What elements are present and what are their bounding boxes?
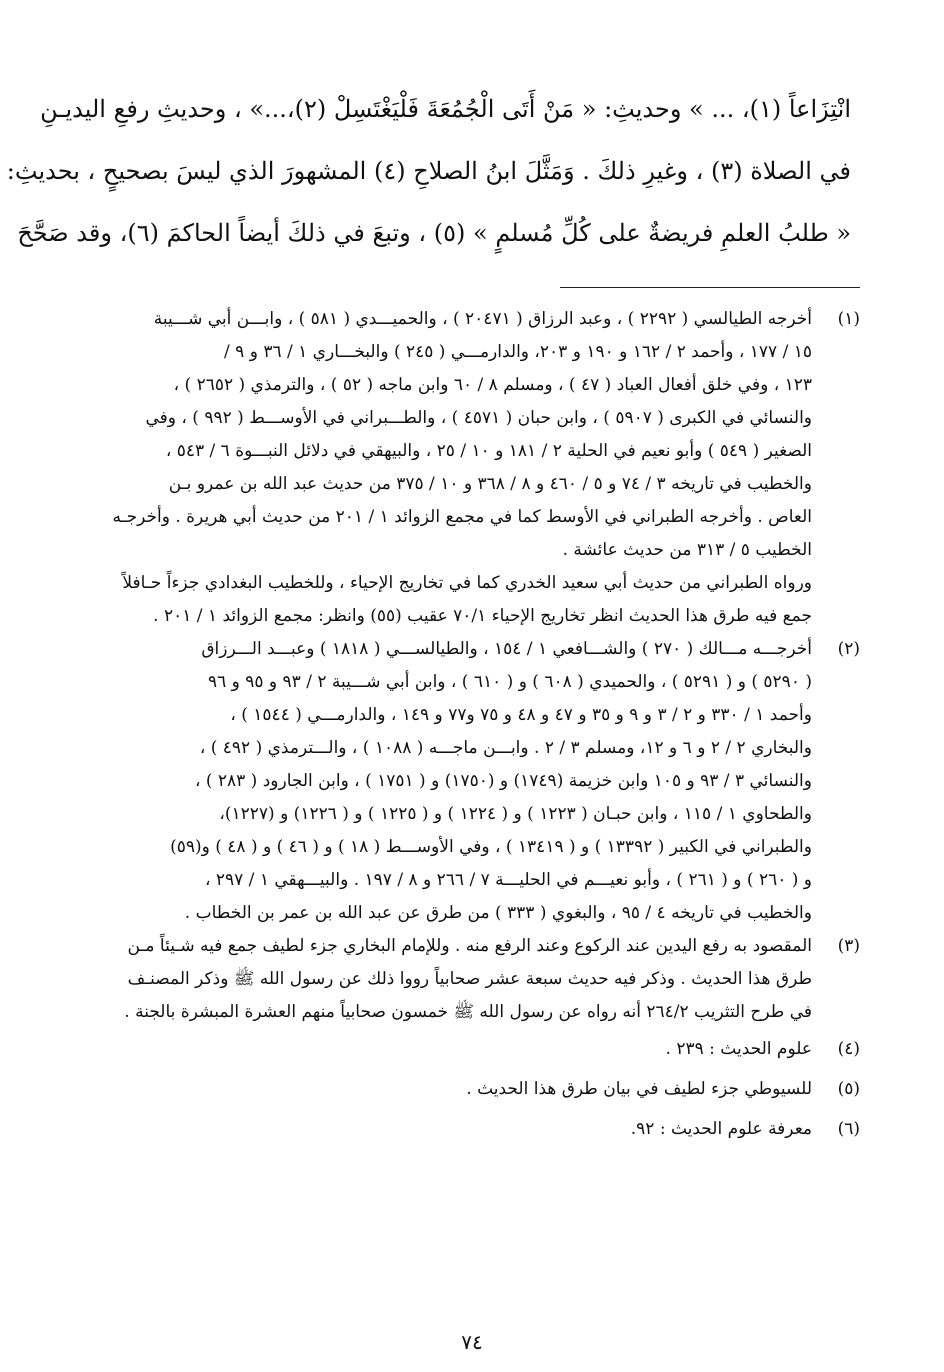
main-text-line: « طلبُ العلمِ فريضةٌ على كُلِّ مُسلمٍ » (٥) ، وتبعَ في ذلكَ أيضاً الحاكمَ (٦)، وقد صَحَّحَ bbox=[17, 219, 851, 247]
footnote-line: ( ٥٢٩٠ ) و ( ٥٢٩١ ) ، والحميدي ( ٦٠٨ ) و ( ٦١٠ ) ، وابن أبي شـــيبة ٢ / ٩٣ و ٩٥ و ٩٦ bbox=[207, 672, 812, 692]
footnote-line: جمع فيه طرق هذا الحديث انظر تخاريج الإحياء ٧٠/١ عقيب (٥٥) وانظر: مجمع الزوائد ١ / ٢٠١ . bbox=[153, 606, 812, 626]
footnote-number: (١) bbox=[837, 309, 860, 329]
footnote-body bbox=[90, 1029, 812, 1069]
footnote-line: والخطيب في تاريخه ٣ / ٧٤ و ٥ / ٤٦٠ و ٨ / ٣٦٨ و ١٠ / ٣٧٥ من حديث عبد الله بن عمرو بـن bbox=[168, 474, 812, 494]
footnotes bbox=[90, 303, 860, 1149]
footnote-5 bbox=[90, 1069, 860, 1109]
footnote-body bbox=[90, 303, 812, 567]
footnote-line: العاص . وأخرجه الطبراني في الأوسط كما في مجمع الزوائد ١ / ٢٠١ من حديث أبي هريرة . وأخرجـه bbox=[112, 507, 812, 527]
footnote-line: الخطيب ٥ / ٣١٣ من حديث عائشة . bbox=[562, 540, 812, 560]
footnote-line: ١٢٣ ، وفي خلق أفعال العباد ( ٤٧ ) ، ومسلم ٨ / ٦٠ وابن ماجه ( ٥٢ ) ، والترمذي ( ٢٦٥٢ ) ، bbox=[173, 375, 812, 395]
footnote-line: علوم الحديث : ٢٣٩ . bbox=[665, 1039, 812, 1059]
footnote-number: (٤) bbox=[837, 1039, 860, 1059]
footnote-line: للسيوطي جزء لطيف في بيان طرق هذا الحديث . bbox=[466, 1079, 812, 1099]
footnote-line: معرفة علوم الحديث : ٩٢. bbox=[630, 1119, 812, 1139]
footnote-line: طرق هذا الحديث . وذكر فيه حديث سبعة عشر صحابياً رووا ذلك عن رسول الله ﷺ وذكر المصنـف bbox=[127, 969, 812, 989]
footnote-body bbox=[90, 930, 812, 1029]
footnote-line: المقصود به رفع اليدين عند الركوع وعند الرفع منه . وللإمام البخاري جزء لطيف جمع فيه شـيئاً مـن bbox=[127, 936, 812, 956]
footnote-number: (٥) bbox=[837, 1079, 860, 1099]
footnote-line: والنسائي في الكبرى ( ٥٩٠٧ ) ، وابن حبان ( ٤٥٧١ ) ، والطـــبراني في الأوســـط ( ٩٩٢ ) ، وفي bbox=[145, 408, 812, 428]
footnote-line: والبخاري ٢ / ٢ و ٦ و ١٢، ومسلم ٣ / ٢ . وابـــن ماجـــه ( ١٠٨٨ ) ، والـــترمذي ( ٤٩٢ ) ، bbox=[199, 738, 812, 758]
footnote-number: (٢) bbox=[837, 639, 860, 659]
footnote-number: (٦) bbox=[837, 1119, 860, 1139]
footnote-2 bbox=[90, 633, 860, 930]
footnote-body bbox=[90, 1109, 812, 1149]
main-text-line: في الصلاة (٣) ، وغيرِ ذلكَ . وَمَثَّلَ ابنُ الصلاحِ (٤) المشهورَ الذي ليسَ بصحيحٍ ، بحديثِ: bbox=[6, 157, 851, 185]
footnote-line: في طرح التثريب ٢٦٤/٢ أنه رواه عن رسول الله ﷺ خمسون صحابياً منهم العشرة المبشرة بالجنة . bbox=[124, 1002, 812, 1022]
footnote-number: (٣) bbox=[837, 936, 860, 956]
footnote-body bbox=[90, 633, 812, 930]
footnote-line: ١٥ / ١٧٧ ، وأحمد ٢ / ١٦٢ و ١٩٠ و ٢٠٣، والدارمـــي ( ٢٤٥ ) والبخـــاري ١ / ٣٦ و ٩ / bbox=[224, 342, 812, 362]
main-text bbox=[6, 78, 851, 264]
footnote-line: أخرجه الطيالسي ( ٢٢٩٢ ) ، وعبد الرزاق ( ٢٠٤٧١ ) ، والحميـــدي ( ٥٨١ ) ، وابـــن أبي شـــيبة bbox=[153, 309, 812, 329]
footnote-line: والطبراني في الكبير ( ١٣٣٩٢ ) و ( ١٣٤١٩ ) ، وفي الأوســـط ( ١٨ ) و ( ٤٦ ) و ( ٤٨ ) و(٥٩) bbox=[170, 837, 812, 857]
footnote-line: وأحمد ١ / ٣٣٠ و ٢ / ٣ و ٩ و ٣٥ و ٤٧ و ٤٨ و ٧٥ و٧٧ و ١٤٩ ، والدارمـــي ( ١٥٤٤ ) ، bbox=[230, 705, 812, 725]
footnote-4 bbox=[90, 1029, 860, 1069]
footnote-line: أخرجـــه مـــالك ( ٢٧٠ ) والشـــافعي ١ / ١٥٤ ، والطيالســـي ( ١٨١٨ ) وعبـــد الـــرزاق bbox=[201, 639, 812, 659]
page-number: ٧٤ bbox=[461, 1330, 483, 1354]
footnote-line: والخطيب في تاريخه ٤ / ٩٥ ، والبغوي ( ٣٣٣ ) من طرق عن عبد الله بن عمر بن الخطاب . bbox=[184, 903, 812, 923]
footnote-6 bbox=[90, 1109, 860, 1149]
footnote-continuation bbox=[90, 567, 860, 633]
footnote-separator bbox=[560, 287, 860, 288]
footnote-3 bbox=[90, 930, 860, 1029]
footnote-line: والطحاوي ١ / ١١٥ ، وابن حبـان ( ١٢٢٣ ) و ( ١٢٢٤ ) و ( ١٢٢٥ ) و ( ١٢٢٦) و (١٢٢٧)، bbox=[219, 804, 812, 824]
footnote-body bbox=[90, 1069, 812, 1109]
footnote-line: و ( ٢٦٠ ) و ( ٢٦١ ) ، وأبو نعيـــم في الحليـــة ٧ / ٢٦٦ و ٨ / ١٩٧ . والبيـــهقي ١ / ٢٩٧ ، bbox=[204, 870, 812, 890]
footnote-line: ورواه الطبراني من حديث أبي سعيد الخدري كما في تخاريج الإحياء ، وللخطيب البغدادي جزءاً حـافلاً bbox=[122, 573, 812, 593]
footnote-1 bbox=[90, 303, 860, 567]
footnote-line: الصغير ( ٥٤٩ ) وأبو نعيم في الحلية ٢ / ١٨١ و ١٠ / ٢٥ ، والبيهقي في دلائل النبـــوة ٦ / ٥٤٣ ، bbox=[165, 441, 812, 461]
footnote-line: والنسائي ٣ / ٩٣ و ١٠٥ وابن خزيمة (١٧٤٩) و (١٧٥٠) و ( ١٧٥١ ) ، وابن الجارود ( ٢٨٣ ) ، bbox=[194, 771, 812, 791]
main-text-line: انْتِزَاعاً (١)، ... » وحديثِ: « مَنْ أَتَى الْجُمُعَةَ فَلْيَغْتَسِلْ (٢)،...» ، وحديثِ رفعِ اليديـنِ bbox=[40, 95, 851, 123]
